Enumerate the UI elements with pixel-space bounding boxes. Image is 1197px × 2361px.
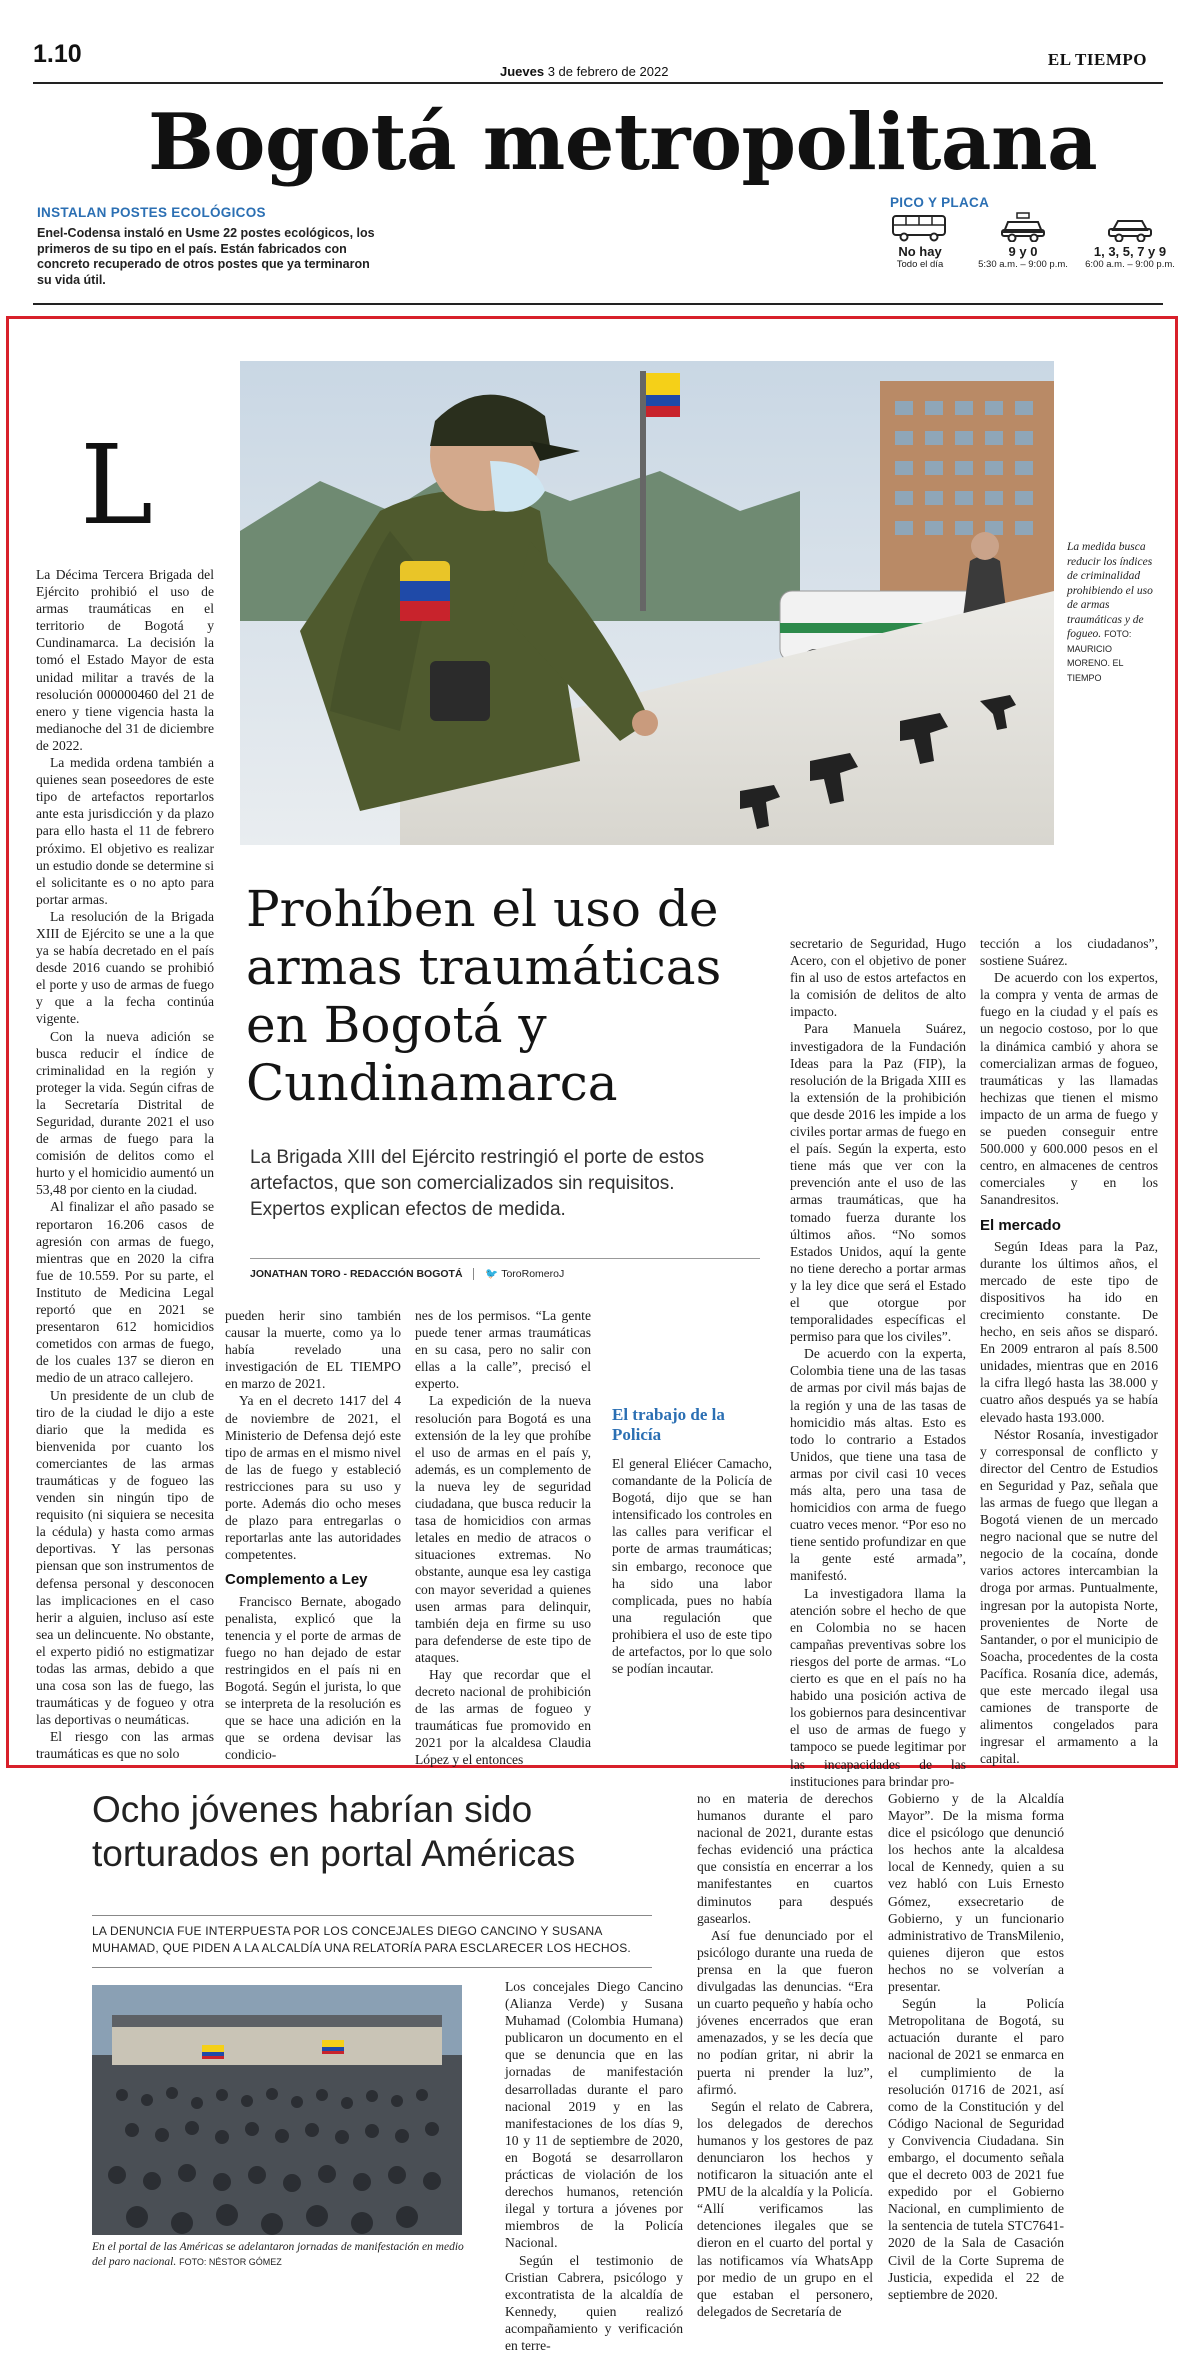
second-rule-bottom: [92, 1967, 652, 1968]
second-rule-top: [92, 1915, 652, 1916]
taxi-icon: [1000, 212, 1046, 242]
page-number: 1.10: [33, 40, 82, 68]
sidebar-text: El general Eliécer Camacho, comandante de la Policía de Bogotá, dijo que se han intensificado los controles en las calles para verificar el porte de armas traumáticas; sin embargo, reconoce que ha sido una labor complicada, pues no había una regulación que prohibiera el uso de este tipo de artefactos, por lo que solo se podían incautar.: [612, 1456, 772, 1677]
main-col-1-p: El riesgo con las armas traumáticas es que no solo: [36, 1729, 214, 1762]
main-col-5-p: Néstor Rosanía, investigador y corresponsal de conflicto y director del Centro de Estudios en Seguridad y Paz, señala que las armas de fuego que llegan a Bogotá vienen de un mercado negro nacional que se nutre del negocio de la cocaína, donde varios actores intercambian la droga por armas. Puntualmente, ingresan por la autopista Norte, provenientes de Norte de Santander, o por el municipio de Soacha, procedentes de la costa Pacífica. Rosanía dice, además, que este mercado ilegal usa camiones de transporte de alimentos congelados para ingresar el armamento a la capital.: [980, 1426, 1158, 1767]
crowd-photo-credit: FOTO: NÉSTOR GÓMEZ: [179, 2256, 282, 2267]
car-icon: [1107, 212, 1153, 242]
main-col-4: [790, 935, 966, 1790]
main-col-5-p: tección a los ciudadanos”, sostiene Suárez.: [980, 936, 1158, 969]
main-col-4-p: Para Manuela Suárez, investigadora de la Fundación Ideas para la Paz (FIP), la resolución de la Brigada XIII es la extensión de la prohibición que desde 2016 les impide a los civiles portar armas de fuego en el país. Según la experta, esto tiene más que ver con la prevención ante el uso de las armas traumáticas, que ha tomado fuerza durante los últimos años. “No somos Estados Unidos, aquí la gente no tiene derecho a portar armas y la ley dice que será el Estado el que otorgue por temporalidades específicas el permiso para que los civiles”.: [790, 1021, 966, 1345]
pico-placa-taxi-hours: 5:30 a.m. – 9:00 p.m.: [978, 259, 1068, 270]
main-photo-caption: [1067, 540, 1157, 685]
police-sidebar: [612, 1405, 772, 1677]
main-col-5-p: Según Ideas para la Paz, durante los últimos años, el mercado de este tipo de dispositivos ha ido en crecimiento constante. De hecho, en seis años se disparó. En 2009 entraron al país 8.500 unidades, mientras que en 2016 la cifra llegó hasta las 38.000 y cuatro años después ya se había elevado hasta 193.000.: [980, 1238, 1158, 1425]
main-headline: Prohíben el uso de armas traumáticas en Bogotá y Cundinamarca: [246, 880, 722, 1112]
main-twitter-handle[interactable]: ToroRomeroJ: [501, 1268, 565, 1280]
section-title: Bogotá metropolitana: [148, 97, 1098, 188]
main-col-2-p: pueden herir sino también causar la muerte, como ya lo había revelado una investigación de EL TIEMPO en marzo de 2021.: [225, 1308, 401, 1392]
main-byline: JONATHAN TORO - REDACCIÓN BOGOTÁ: [250, 1268, 463, 1280]
issue-date: [500, 64, 668, 79]
main-col-5-p: De acuerdo con los expertos, la compra y venta de armas de fuego en la ciudad y el país es un negocio costoso, por lo que la dinámica cambió y ahora se comercializan armas de fogueo, traumáticas y las llamadas hechizas que tienen el mismo impacto de un arma de fuego y se pueden conseguir entre 500.000 y 600.000 pesos en el centro, en almacenes de centros comerciales y en los Sanandresitos.: [980, 970, 1158, 1208]
soldier-photo-illustration: [240, 361, 1054, 845]
second-deck: LA DENUNCIA FUE INTERPUESTA POR LOS CONCEJALES DIEGO CANCINO Y SUSANA MUHAMAD, QUE PIDEN A LA ALCALDÍA UNA RELATORÍA PARA ESCLARECER LOS HECHOS.: [92, 1924, 631, 1955]
second-col-2: [697, 1790, 873, 2320]
brief-rule: [33, 303, 1163, 305]
brief-text: Enel-Codensa instaló en Usme 22 postes ecológicos, los primeros de su tipo en el país. Están fabricados con concreto recuperado de otros postes que ya terminaron su vida útil.: [37, 226, 375, 287]
pico-placa-title: PICO Y PLACA: [890, 195, 990, 210]
sidebar-title: El trabajo de la Policía: [612, 1405, 725, 1444]
pico-placa-car-plates: 1, 3, 5, 7 y 9: [1093, 244, 1167, 259]
main-col-4-p: La investigadora llama la atención sobre el hecho de que en Colombia no se hacen campañas preventivas sobre los riesgos del porte de armas. “Lo cierto es que en el país no ha habido una posición activa de los gobiernos para desincentivar el uso de armas de fuego y tampoco se puede legitimar por las incapacidades de las instituciones para brindar pro-: [790, 1585, 966, 1789]
crowd-photo: [92, 1985, 462, 2235]
main-col-1-p: La Décima Tercera Brigada del Ejército prohibió el uso de armas traumáticas en el territorio de Bogotá y Cundinamarca. La decisión la tomó el Estado Mayor de esta unidad militar a través de la resolución 000000460 del 21 de enero y tiene vigencia hasta la medianoche del 31 de diciembre de 2022.: [36, 567, 214, 753]
second-col-1: [505, 1978, 683, 2354]
main-col-4-p: secretario de Seguridad, Hugo Acero, con el objetivo de poner fin al uso de estos artefactos en la comisión de delitos de alto impacto.: [790, 936, 966, 1020]
crowd-photo-caption: [92, 2240, 472, 2269]
pico-placa-panel: [880, 212, 1175, 282]
pico-placa-item-car: [1080, 212, 1180, 270]
second-col-3-p: Según la Policía Metropolitana de Bogotá, su actuación durante el paro nacional de 2021 se enmarca en el cumplimiento de la resolución 01716 de 2021, así como de la Constitución y del Código Nacional de Seguridad y Convivencia Ciudadana. Sin embargo, el documento señala que el decreto 003 de 2021 fue expedido por el Gobierno Nacional, en cumplimiento de la sentencia de tutela STC7641-2020 de la Sala de Casación Civil de la Corte Suprema de Justicia, expedida el 22 de septiembre de 2020.: [888, 1996, 1064, 2302]
main-col-1-p: La medida ordena también a quienes sean poseedores de este tipo de artefactos reportarlos ante esta jurisdicción y da plazo para ello hasta el 11 de febrero próximo. El objetivo es realizar un estudio donde se determine si el solicitante es o no apto para portar armas.: [36, 755, 214, 907]
main-col-5: [980, 935, 1158, 1768]
main-col-2-p: Francisco Bernate, abogado penalista, explicó que la tenencia y el porte de armas de fuego no han dejado de estar restringidos en el país ni en Bogotá. Según el jurista, lo que se interpreta de la resolución es que se hace una adición en la que se ordena devisar las condicio-: [225, 1593, 401, 1763]
byline-divider: [473, 1268, 474, 1280]
pico-placa-item-taxi: [968, 212, 1078, 270]
pico-placa-taxi-plates: 9 y 0: [1008, 244, 1038, 259]
pico-placa-car-hours: 6:00 a.m. – 9:00 p.m.: [1085, 259, 1175, 270]
main-deck: La Brigada XIII del Ejército restringió el porte de estos artefactos, que son comercializados sin requisitos. Expertos explican efectos de medida.: [250, 1147, 705, 1220]
main-col-3-p: Hay que recordar que el decreto nacional de prohibición de las armas de fogueo y traumáticas fue promovido en 2021 por la alcaldesa Claudia López y el entonces: [415, 1666, 591, 1768]
main-col-1-p: La resolución de la Brigada XIII de Ejército se une a la que ya se había decretado en el país desde 2016 cuando se prohibió el porte y uso de armas de fuego y que a la fecha continúa vigente.: [36, 908, 214, 1027]
main-col-1-p: Con la nueva adición se busca reducir el índice de criminalidad en la región y proteger la vida. Según cifras de la Secretaría Distrital de Seguridad, durante 2021 el uso de armas de fuego para la comisión de delitos como el hurto y el homicidio aumentó un 53,48 por ciento en la ciudad.: [36, 1028, 214, 1198]
main-col-1: [36, 566, 214, 1763]
pico-placa-bus-plates: No hay: [898, 244, 942, 259]
main-col-2-p: Ya en el decreto 1417 del 4 de noviembre de 2021, el Ministerio de Defensa dejó este tipo de armas en el mismo nivel de las de fuego y estableció restricciones para su uso y porte. Además dio ocho meses de plazo para entregarlas o reportarlas ante las autoridades competentes.: [225, 1393, 401, 1563]
main-byline-row: [250, 1258, 760, 1280]
masthead-rule: [33, 82, 1163, 84]
main-col-1-p: Un presidente de un club de tiro de la ciudad le dijo a este diario que la medida es bienvenida por cuanto los comerciantes de las armas traumáticas y de fogueo las venden sin ningún tipo de requisito (ni siquiera se necesita la cédula) y hasta como armas deportivas. Y las personas piensan que son instrumentos de defensa personal y desconocen las implicaciones en el caso herir a alguien, incluso así este sea un delincuente. No obstante, el experto pidió no estigmatizar todas las armas, debido a que una cosa son las de fuego, las traumáticas y de fogueo y otra las deportivas o neumáticas.: [36, 1387, 214, 1728]
main-photo-caption-text: La medida busca reducir los índices de criminalidad prohibiendo el uso de armas traumáticas y de fogueo.: [1067, 541, 1153, 640]
brief-kicker: INSTALAN POSTES ECOLÓGICOS: [37, 205, 266, 220]
main-col-3-p: La expedición de la nueva resolución para Bogotá es una extensión de la ley que prohíbe el uso de armas en el país y, además, es un complemento de la nueva ley de seguridad ciudadana, que busca reducir la tasa de homicidios con armas letales en medio de atracos o situaciones extremas. No obstante, aunque esa ley castiga con mayor severidad a quienes usen armas para delinquir, también deja en firme su uso para defenderse de este tipo de ataques.: [415, 1393, 591, 1665]
main-col-2: [225, 1307, 401, 1763]
second-col-2-p: no en materia de derechos humanos durante el paro nacional de 2021, durante estas fechas evidenció una práctica que consistía en encerrar a los manifestantes en cuartos diminutos para después gasearlos.: [697, 1791, 873, 1926]
second-col-1-p: Según el testimonio de Cristian Cabrera, psicólogo y excontratista de la alcaldía de Kennedy, quien realizó acompañamiento y verificación en terre-: [505, 2252, 683, 2353]
issue-date-day: Jueves: [500, 64, 545, 79]
main-col-5-subhead: El mercado: [980, 1216, 1061, 1234]
main-photo: [240, 361, 1054, 845]
paper-logo: EL TIEMPO: [1047, 50, 1147, 69]
crowd-photo-caption-text: En el portal de las Américas se adelantaron jornadas de manifestación en medio del paro nacional.: [92, 2241, 464, 2268]
twitter-icon: 🐦: [485, 1268, 499, 1280]
issue-date-rest: 3 de febrero de 2022: [547, 64, 669, 79]
main-col-4-p: De acuerdo con la experta, Colombia tiene una de las tasas de armas por civil más bajas de la región y una de las tasas de homicidio más altas. Esto es todo lo contrario a Estados Unidos, que tiene una tasa de armas por civil casi 10 veces más alta, pero una tasa de homicidios con arma de fuego cuatro veces menor. “Por eso no tiene sentido profundizar en que la gente esté armada”, manifestó.: [790, 1346, 966, 1584]
second-col-2-p: Según el relato de Cabrera, los delegados de derechos humanos y los gestores de paz denunciaron los hechos y notificaron la situación ante el PMU de la alcaldía y la Policía. “Allí verificamos las detenciones ilegales que se dieron en el cuarto del portal y las notificamos vía WhatsApp por medio de un grupo en el que estaban el personero, delegados de Secretaría de: [697, 2098, 873, 2319]
main-col-2-subhead: Complemento a Ley: [225, 1571, 368, 1589]
drop-cap: L: [80, 421, 154, 549]
main-col-3-p: nes de los permisos. “La gente puede tener armas traumáticas en su casa, pero no salir con ellas a la calle”, precisó el experto.: [415, 1308, 591, 1392]
pico-placa-item-bus: [880, 212, 960, 270]
second-col-2-p: Así fue denunciado por el psicólogo durante una rueda de prensa en la que fueron divulgadas las denuncias. “Era un cuarto pequeño y había ocho jóvenes encerrados que eran amenazados, y se les decía que no podían gritar, ni abrir la puerta ni prender la luz”, afirmó.: [697, 1927, 873, 2097]
pico-placa-bus-hours: Todo el día: [896, 259, 944, 270]
second-col-1-p: Los concejales Diego Cancino (Alianza Verde) y Susana Muhamad (Colombia Humana) publicaron un documento en el que se denuncia que en las jornadas de manifestación desarrolladas durante el paro nacional 2019 y en las manifestaciones de los días 9, 10 y 11 de septiembre de 2020, en Bogotá se desarrollaron prácticas de violación de los derechos humanos, retención ilegal y tortura a jóvenes por miembros de la Policía Nacional.: [505, 1979, 683, 2251]
second-headline: Ocho jóvenes habrían sido torturados en portal Américas: [92, 1789, 576, 1874]
second-col-3: [888, 1790, 1064, 2303]
main-col-3: [415, 1307, 591, 1769]
crowd-photo-illustration: [92, 1985, 462, 2235]
main-photo-credit: FOTO: MAURICIO MORENO. EL TIEMPO: [1067, 629, 1132, 683]
bus-icon: [890, 212, 950, 242]
second-col-3-p: Gobierno y de la Alcaldía Mayor”. De la misma forma dice el psicólogo que denunció los hechos ante la alcaldesa local de Kennedy, quien a su vez habló con Luis Ernesto Gómez, exsecretario de Gobierno, y un funcionario administrativo de TransMilenio, quienes dijeron que estos hechos no se volverían a presentar.: [888, 1791, 1064, 1995]
main-col-1-p: Al finalizar el año pasado se reportaron 16.206 casos de agresión con armas de fuego, mientras que en 2020 la cifra fue de 10.559. Por su parte, el Instituto de Medicina Legal reportó que en 2021 se presentaron 612 homicidios cometidos con armas de fuego, de los cuales 137 se dieron en medio de un atraco callejero.: [36, 1199, 214, 1386]
